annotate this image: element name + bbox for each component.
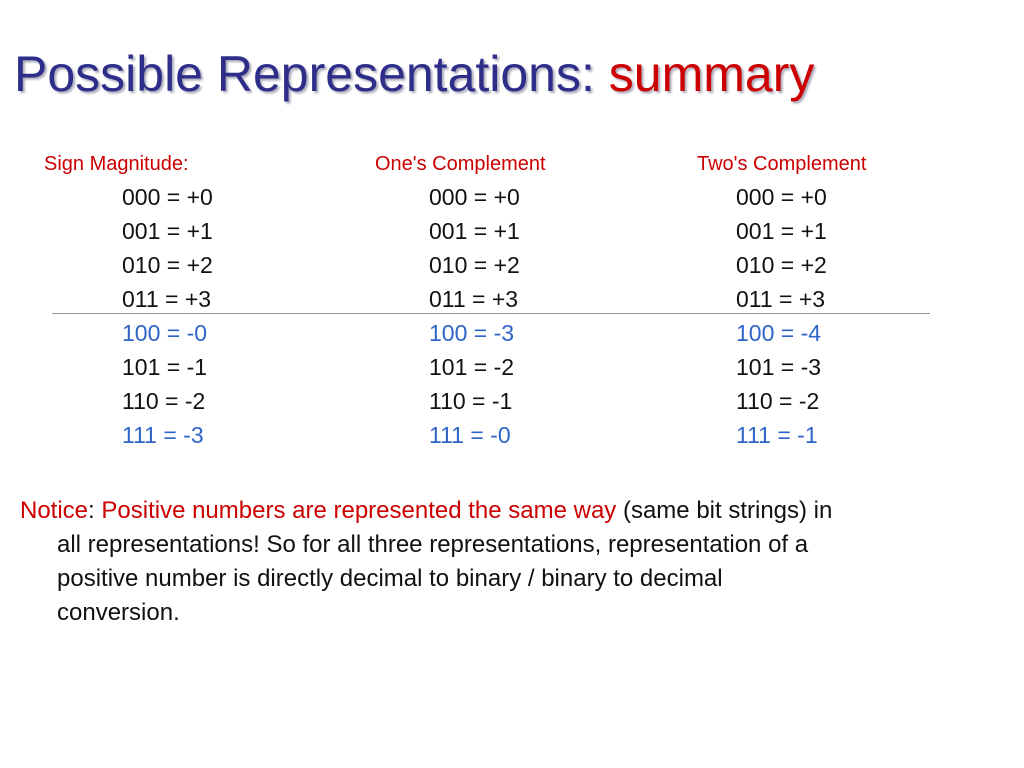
- sign-magnitude-list: [122, 180, 213, 452]
- table-row: 111 = -3: [122, 422, 204, 448]
- table-row: 000 = +0: [429, 184, 520, 210]
- table-row: 011 = +3: [122, 286, 212, 312]
- twos-complement-header: Two's Complement: [697, 153, 867, 175]
- sign-magnitude-header: Sign Magnitude:: [44, 153, 189, 175]
- table-row: 101 = -1: [122, 354, 208, 380]
- positive-negative-divider: [52, 313, 930, 314]
- table-row: 001 = +1: [122, 218, 213, 244]
- table-row: 110 = -2: [736, 388, 820, 414]
- table-row: 111 = -0: [429, 422, 511, 448]
- table-row: 010 = +2: [122, 252, 213, 278]
- table-row: 011 = +3: [736, 286, 826, 312]
- twos-complement-list: [736, 180, 827, 452]
- table-row: 101 = -3: [736, 354, 822, 380]
- title-main: Possible Representations:: [14, 46, 609, 102]
- table-row: 100 = -4: [736, 320, 822, 346]
- table-row: 100 = -0: [122, 320, 208, 346]
- table-row: 101 = -2: [429, 354, 515, 380]
- notice-line-1: [20, 494, 1000, 528]
- notice-line-2: all representations! So for all three representations, representation of a: [57, 531, 809, 558]
- ones-complement-header: One's Complement: [375, 153, 546, 175]
- notice-highlight: Positive numbers are represented the same way: [101, 497, 617, 524]
- notice-line-1-rest: (same bit strings) in: [616, 497, 833, 524]
- notice-line-3: positive number is directly decimal to binary / binary to decimal: [57, 565, 723, 592]
- table-row: 110 = -2: [122, 388, 206, 414]
- table-row: 111 = -1: [736, 422, 818, 448]
- table-row: 010 = +2: [429, 252, 520, 278]
- notice-label: Notice: [20, 497, 89, 524]
- table-row: 110 = -1: [429, 388, 513, 414]
- notice-paragraph: [20, 494, 1000, 630]
- table-row: 100 = -3: [429, 320, 515, 346]
- notice-line-4: conversion.: [57, 599, 180, 626]
- notice-colon: :: [88, 497, 102, 524]
- table-row: 001 = +1: [429, 218, 520, 244]
- title-accent: summary: [608, 46, 815, 102]
- table-row: 001 = +1: [736, 218, 827, 244]
- table-row: 010 = +2: [736, 252, 827, 278]
- table-row: 000 = +0: [736, 184, 827, 210]
- slide-title: [14, 44, 814, 104]
- table-row: 011 = +3: [429, 286, 519, 312]
- table-row: 000 = +0: [122, 184, 213, 210]
- ones-complement-list: [429, 180, 520, 452]
